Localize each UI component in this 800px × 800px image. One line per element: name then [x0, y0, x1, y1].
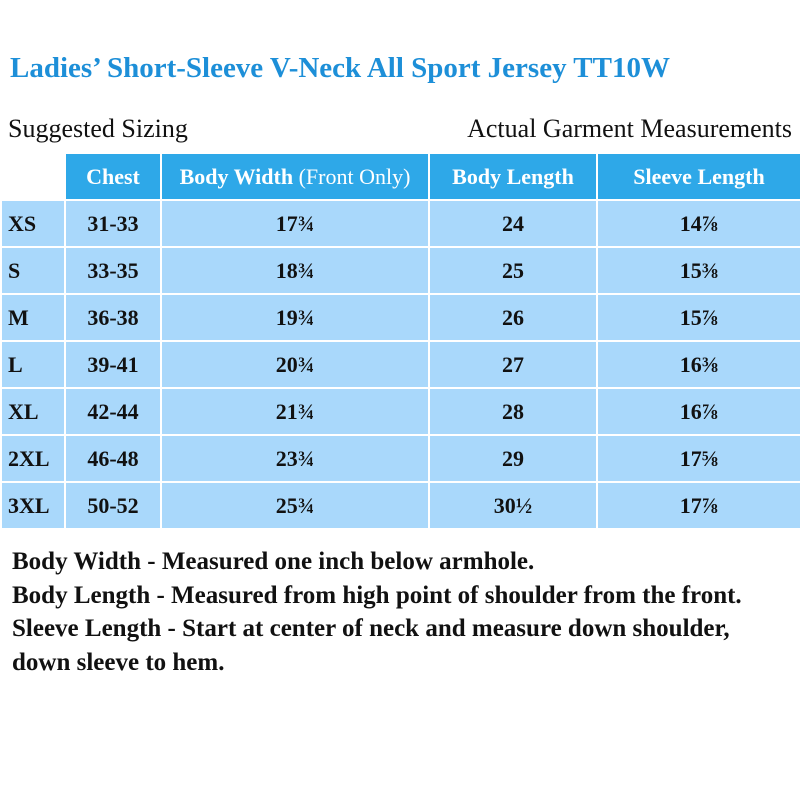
page-title: Ladies’ Short-Sleeve V-Neck All Sport Jersey TT10W	[10, 52, 670, 84]
sleeve-length-cell: 16⅜	[597, 341, 800, 388]
sleeve-length-cell: 16⅞	[597, 388, 800, 435]
table-row	[1, 482, 800, 529]
body-width-note: Body Width - Measured one inch below armhole.	[12, 548, 535, 575]
body-length-cell: 30½	[429, 482, 597, 529]
body-width-header-label: Body Width	[179, 163, 294, 189]
table-row	[1, 294, 800, 341]
body-length-cell: 26	[429, 294, 597, 341]
body-length-cell: 27	[429, 341, 597, 388]
size-column-header	[1, 153, 65, 200]
size-cell: 3XL	[1, 482, 65, 529]
table-row	[1, 435, 800, 482]
body-width-cell: 23¾	[161, 435, 429, 482]
size-cell: XL	[1, 388, 65, 435]
chest-cell: 46-48	[65, 435, 161, 482]
sleeve-length-column-header: Sleeve Length	[597, 153, 800, 200]
sleeve-length-cell: 15⅜	[597, 247, 800, 294]
sleeve-length-cell: 17⅞	[597, 482, 800, 529]
sleeve-length-cell: 15⅞	[597, 294, 800, 341]
table-row	[1, 341, 800, 388]
table-row	[1, 247, 800, 294]
size-cell: L	[1, 341, 65, 388]
body-length-cell: 24	[429, 200, 597, 247]
body-length-column-header: Body Length	[429, 153, 597, 200]
body-length-cell: 29	[429, 435, 597, 482]
chest-cell: 33-35	[65, 247, 161, 294]
body-width-cell: 18¾	[161, 247, 429, 294]
table-header-row	[1, 153, 800, 200]
body-width-cell: 17¾	[161, 200, 429, 247]
suggested-sizing-label: Suggested Sizing	[8, 114, 188, 143]
body-length-note: Body Length - Measured from high point of shoulder from the front.	[12, 581, 742, 609]
table-row	[1, 200, 800, 247]
measurement-notes	[12, 545, 792, 679]
size-cell: 2XL	[1, 435, 65, 482]
sleeve-length-note: Sleeve Length - Start at center of neck and measure down shoulder, down sleeve to hem.	[12, 615, 730, 676]
actual-measurements-label: Actual Garment Measurements	[467, 114, 792, 143]
body-width-cell: 25¾	[161, 482, 429, 529]
chest-cell: 50-52	[65, 482, 161, 529]
table-row	[1, 388, 800, 435]
body-length-cell: 28	[429, 388, 597, 435]
chest-cell: 42-44	[65, 388, 161, 435]
body-width-cell: 21¾	[161, 388, 429, 435]
chest-column-header: Chest	[65, 153, 161, 200]
size-chart-table	[0, 152, 800, 530]
sleeve-length-cell: 17⅝	[597, 435, 800, 482]
sleeve-length-cell: 14⅞	[597, 200, 800, 247]
body-length-cell: 25	[429, 247, 597, 294]
size-cell: S	[1, 247, 65, 294]
chest-cell: 39-41	[65, 341, 161, 388]
body-width-cell: 20¾	[161, 341, 429, 388]
body-width-column-header	[161, 153, 429, 200]
chest-cell: 36-38	[65, 294, 161, 341]
size-cell: XS	[1, 200, 65, 247]
body-width-header-note: (Front Only)	[298, 163, 411, 189]
size-cell: M	[1, 294, 65, 341]
chest-cell: 31-33	[65, 200, 161, 247]
body-width-cell: 19¾	[161, 294, 429, 341]
